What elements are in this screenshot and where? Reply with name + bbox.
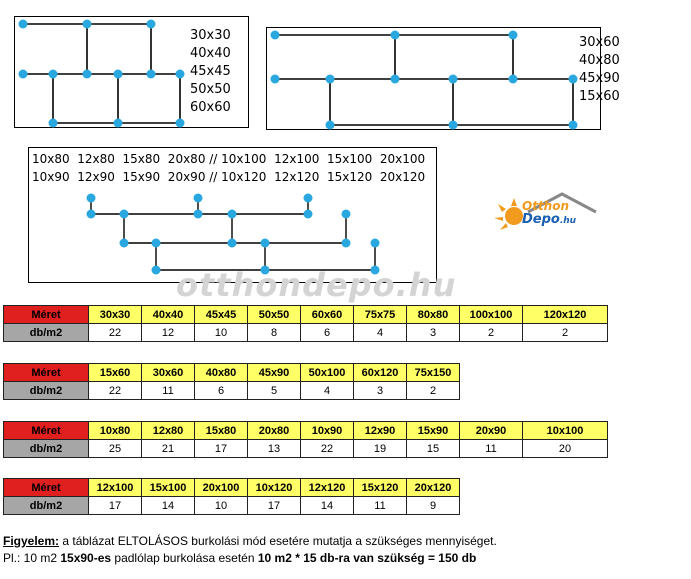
size-cell: 50x100 — [301, 364, 354, 382]
size-cell: 75x75 — [354, 306, 407, 324]
size-cell: 30x60 — [142, 364, 195, 382]
logo-text-top: Otthon — [522, 199, 570, 213]
value-cell: 9 — [407, 497, 460, 515]
tile-count-table-3 — [3, 421, 608, 458]
size-cell: 45x45 — [195, 306, 248, 324]
size-cell: 20x120 — [407, 479, 460, 497]
value-cell: 5 — [248, 382, 301, 400]
note-warning-label: Figyelem: — [3, 534, 60, 548]
size-cell: 20x90 — [460, 422, 523, 440]
size-cell: 10x100 — [523, 422, 608, 440]
table-row-sizes — [4, 306, 608, 324]
value-cell: 22 — [301, 440, 354, 458]
value-cell: 8 — [248, 324, 301, 342]
plank-sizes-line-1: 10x80 12x80 15x80 20x80 // 10x100 12x100 15x100 20x100 — [32, 152, 426, 166]
size-label: 30x60 — [579, 35, 620, 50]
value-cell: 11 — [460, 440, 523, 458]
value-cell: 22 — [89, 324, 142, 342]
table-row-values — [4, 382, 460, 400]
size-cell: 60x60 — [301, 306, 354, 324]
value-cell: 6 — [301, 324, 354, 342]
size-cell: 120x120 — [523, 306, 608, 324]
table-row-sizes — [4, 364, 460, 382]
value-cell: 17 — [89, 497, 142, 515]
size-cell: 12x120 — [301, 479, 354, 497]
size-cell: 20x80 — [248, 422, 301, 440]
value-cell: 2 — [407, 382, 460, 400]
table-label-cell: db/m2 — [4, 324, 89, 342]
value-cell: 4 — [301, 382, 354, 400]
size-label: 60x60 — [190, 100, 231, 115]
size-cell: 15x90 — [407, 422, 460, 440]
value-cell: 20 — [523, 440, 608, 458]
table-row-values — [4, 440, 608, 458]
size-label: 45x90 — [579, 71, 620, 86]
table-row-values — [4, 324, 608, 342]
value-cell: 14 — [142, 497, 195, 515]
note-example-mid: padlólap burkolása esetén — [111, 551, 258, 565]
size-cell: 15x100 — [142, 479, 195, 497]
size-cell: 10x80 — [89, 422, 142, 440]
size-cell: 12x90 — [354, 422, 407, 440]
note-warning — [3, 534, 497, 548]
watermark: otthondepo.hu — [176, 266, 457, 304]
size-label: 50x50 — [190, 82, 231, 97]
value-cell: 11 — [142, 382, 195, 400]
table-header-cell: Méret — [4, 306, 89, 324]
table-header-cell: Méret — [4, 364, 89, 382]
value-cell: 10 — [195, 324, 248, 342]
value-cell: 11 — [354, 497, 407, 515]
size-cell: 45x90 — [248, 364, 301, 382]
size-cell: 20x100 — [195, 479, 248, 497]
size-cell: 100x100 — [460, 306, 523, 324]
value-cell: 22 — [89, 382, 142, 400]
size-cell: 12x80 — [142, 422, 195, 440]
value-cell: 25 — [89, 440, 142, 458]
table-label-cell: db/m2 — [4, 440, 89, 458]
logo-text-suffix: .hu — [559, 216, 577, 226]
size-cell: 75x150 — [407, 364, 460, 382]
tile-count-table-1 — [3, 305, 608, 342]
size-cell: 10x120 — [248, 479, 301, 497]
note-example-result: 10 m2 * 15 db-ra van szükség = 150 db — [257, 551, 477, 565]
table-header-cell: Méret — [4, 479, 89, 497]
value-cell: 14 — [301, 497, 354, 515]
rectangle-size-list — [579, 34, 620, 106]
tile-count-table-4 — [3, 478, 460, 515]
size-label: 30x30 — [190, 28, 231, 43]
note-example — [3, 551, 476, 565]
logo-text-bottom: Depo — [522, 212, 560, 227]
square-size-list — [190, 27, 231, 117]
logo-text — [522, 200, 576, 228]
value-cell: 15 — [407, 440, 460, 458]
size-cell: 12x100 — [89, 479, 142, 497]
size-cell: 10x90 — [301, 422, 354, 440]
value-cell: 13 — [248, 440, 301, 458]
value-cell: 3 — [354, 382, 407, 400]
size-cell: 50x50 — [248, 306, 301, 324]
table-header-cell: Méret — [4, 422, 89, 440]
table-row-sizes — [4, 422, 608, 440]
tile-count-table-2 — [3, 363, 460, 400]
size-cell: 80x80 — [407, 306, 460, 324]
value-cell: 17 — [248, 497, 301, 515]
table-label-cell: db/m2 — [4, 382, 89, 400]
size-cell: 40x40 — [142, 306, 195, 324]
pattern-box-plank — [28, 147, 437, 283]
value-cell: 3 — [407, 324, 460, 342]
size-cell: 15x80 — [195, 422, 248, 440]
otthondepo-logo — [484, 190, 609, 235]
note-example-size: 15x90-es — [60, 551, 112, 565]
value-cell: 10 — [195, 497, 248, 515]
value-cell: 4 — [354, 324, 407, 342]
note-warning-text: a táblázat ELTOLÁSOS burkolási mód esetére mutatja a szükséges mennyiséget. — [59, 534, 497, 548]
value-cell: 2 — [460, 324, 523, 342]
plank-sizes-line-2: 10x90 12x90 15x90 20x90 // 10x120 12x120 15x120 20x120 — [32, 170, 426, 184]
pattern-box-square — [14, 16, 249, 128]
size-cell: 15x120 — [354, 479, 407, 497]
size-cell: 60x120 — [354, 364, 407, 382]
table-row-values — [4, 497, 460, 515]
value-cell: 19 — [354, 440, 407, 458]
value-cell: 17 — [195, 440, 248, 458]
table-label-cell: db/m2 — [4, 497, 89, 515]
pattern-box-rectangle — [266, 27, 620, 130]
size-label: 40x80 — [579, 53, 620, 68]
offset-pattern-rectangle-diagram — [267, 28, 602, 131]
value-cell: 2 — [523, 324, 608, 342]
size-label: 45x45 — [190, 64, 231, 79]
size-cell: 30x30 — [89, 306, 142, 324]
size-cell: 40x80 — [195, 364, 248, 382]
note-example-prefix: Pl.: 10 m2 — [3, 551, 61, 565]
value-cell: 12 — [142, 324, 195, 342]
offset-pattern-plank-diagram — [29, 148, 438, 284]
size-label: 40x40 — [190, 46, 231, 61]
size-cell: 15x60 — [89, 364, 142, 382]
size-label: 15x60 — [579, 89, 620, 104]
table-row-sizes — [4, 479, 460, 497]
value-cell: 6 — [195, 382, 248, 400]
value-cell: 21 — [142, 440, 195, 458]
